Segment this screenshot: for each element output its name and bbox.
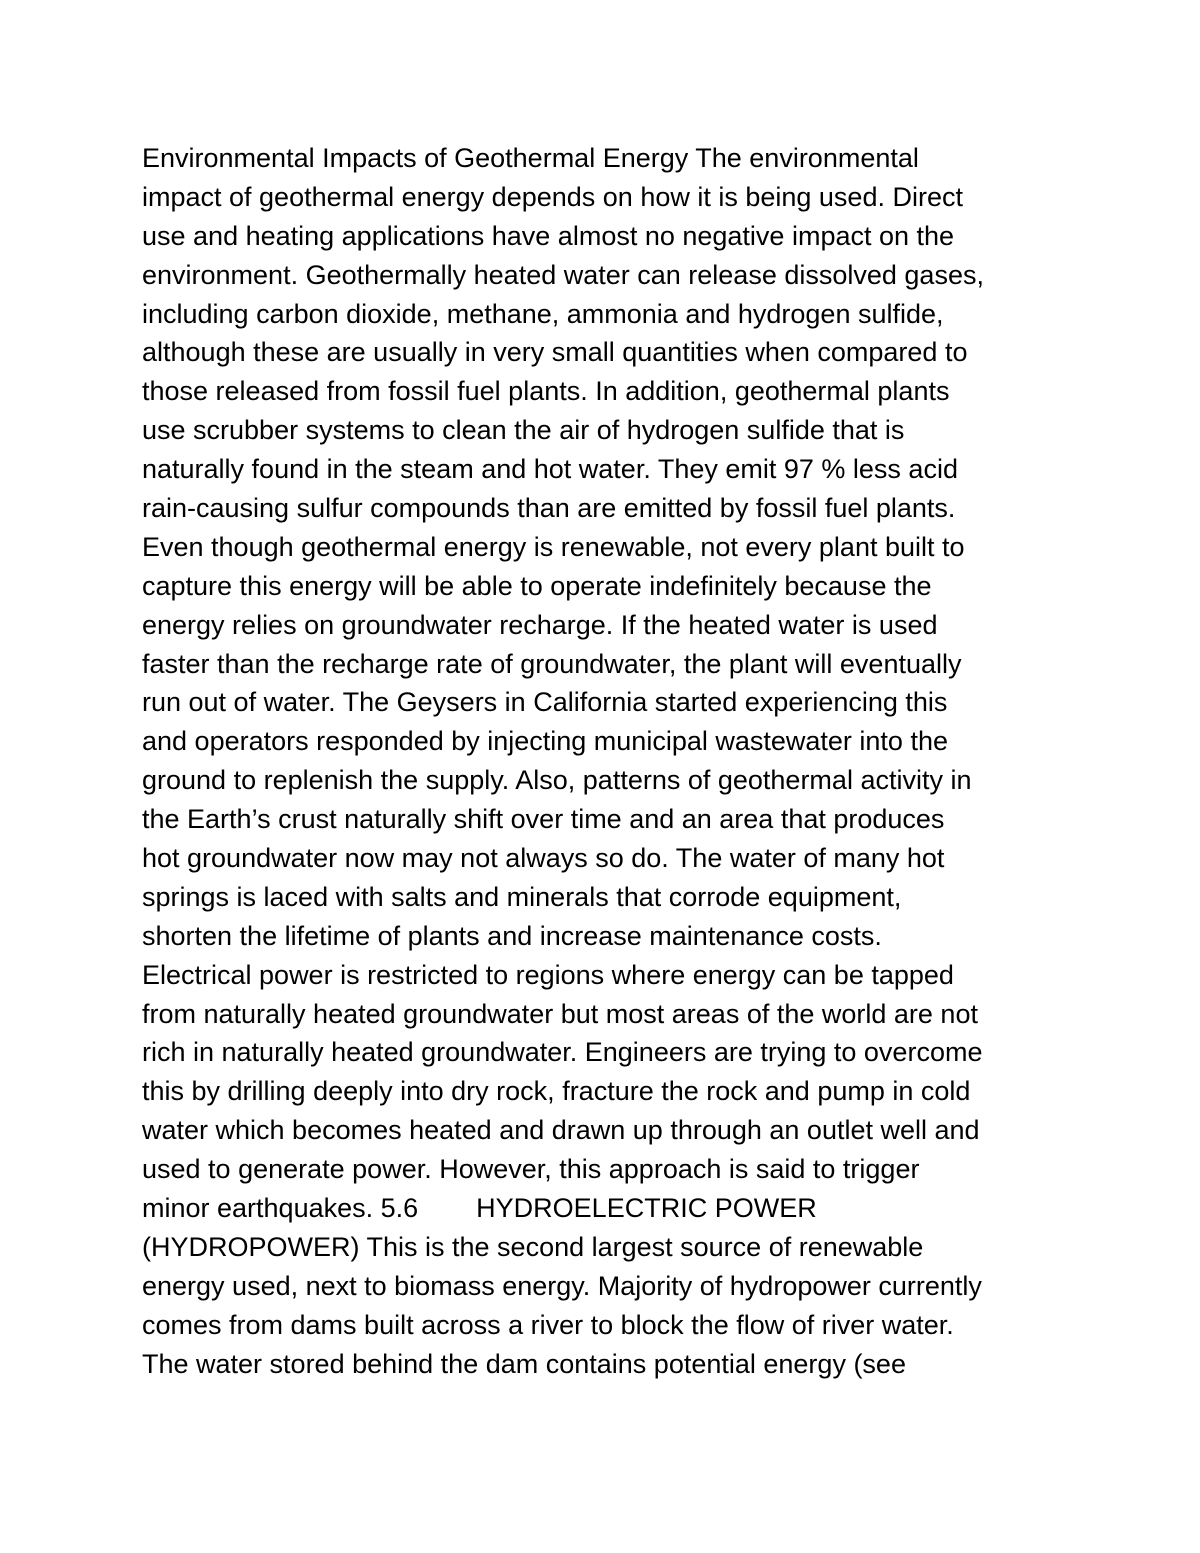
text-line: The water stored behind the dam contains potential energy (see: [142, 1348, 906, 1379]
text-line: the Earth’s crust naturally shift over time and an area that produces: [142, 804, 945, 835]
text-line: comes from dams built across a river to block the flow of river water.: [142, 1309, 954, 1340]
text-line: those released from fossil fuel plants. In addition, geothermal plants: [142, 376, 950, 407]
text-line: (HYDROPOWER) This is the second largest source of renewable: [142, 1231, 924, 1262]
section-heading-line: [142, 1189, 1102, 1228]
text-line: hot groundwater now may not always so do. The water of many hot: [142, 843, 945, 874]
section-heading: HYDROELECTRIC POWER: [476, 1193, 817, 1224]
text-line: shorten the lifetime of plants and increase maintenance costs.: [142, 920, 882, 951]
text-line: from naturally heated groundwater but most areas of the world are not: [142, 998, 978, 1029]
text-line: environment. Geothermally heated water can release dissolved gases,: [142, 259, 984, 290]
text-line: rain-causing sulfur compounds than are emitted by fossil fuel plants.: [142, 493, 956, 524]
text-line: Electrical power is restricted to regions where energy can be tapped: [142, 959, 954, 990]
text-line: impact of geothermal energy depends on how it is being used. Direct: [142, 181, 963, 212]
text-line: energy relies on groundwater recharge. If the heated water is used: [142, 609, 938, 640]
text-line: use scrubber systems to clean the air of hydrogen sulfide that is: [142, 415, 905, 446]
text-line: and operators responded by injecting municipal wastewater into the: [142, 726, 948, 757]
text-line: energy used, next to biomass energy. Majority of hydropower currently: [142, 1270, 982, 1301]
body-text: [142, 139, 1102, 1384]
text-line: naturally found in the steam and hot water. They emit 97 % less acid: [142, 454, 958, 485]
text-line: although these are usually in very small quantities when compared to: [142, 337, 968, 368]
text-line: run out of water. The Geysers in California started experiencing this: [142, 687, 948, 718]
section-number-text: minor earthquakes. 5.6: [142, 1193, 419, 1224]
text-line: springs is laced with salts and minerals that corrode equipment,: [142, 881, 902, 912]
text-line: rich in naturally heated groundwater. Engineers are trying to overcome: [142, 1037, 983, 1068]
text-line: ground to replenish the supply. Also, patterns of geothermal activity in: [142, 765, 972, 796]
text-line: use and heating applications have almost no negative impact on the: [142, 220, 955, 251]
text-line: Even though geothermal energy is renewable, not every plant built to: [142, 531, 965, 562]
text-line: this by drilling deeply into dry rock, fracture the rock and pump in cold: [142, 1076, 971, 1107]
text-line: including carbon dioxide, methane, ammonia and hydrogen sulfide,: [142, 298, 944, 329]
text-line: used to generate power. However, this approach is said to trigger: [142, 1154, 920, 1185]
text-line: Environmental Impacts of Geothermal Energy The environmental: [142, 143, 919, 173]
text-line: water which becomes heated and drawn up through an outlet well and: [142, 1115, 980, 1146]
text-line: capture this energy will be able to operate indefinitely because the: [142, 570, 932, 601]
text-line: faster than the recharge rate of groundwater, the plant will eventually: [142, 648, 962, 679]
